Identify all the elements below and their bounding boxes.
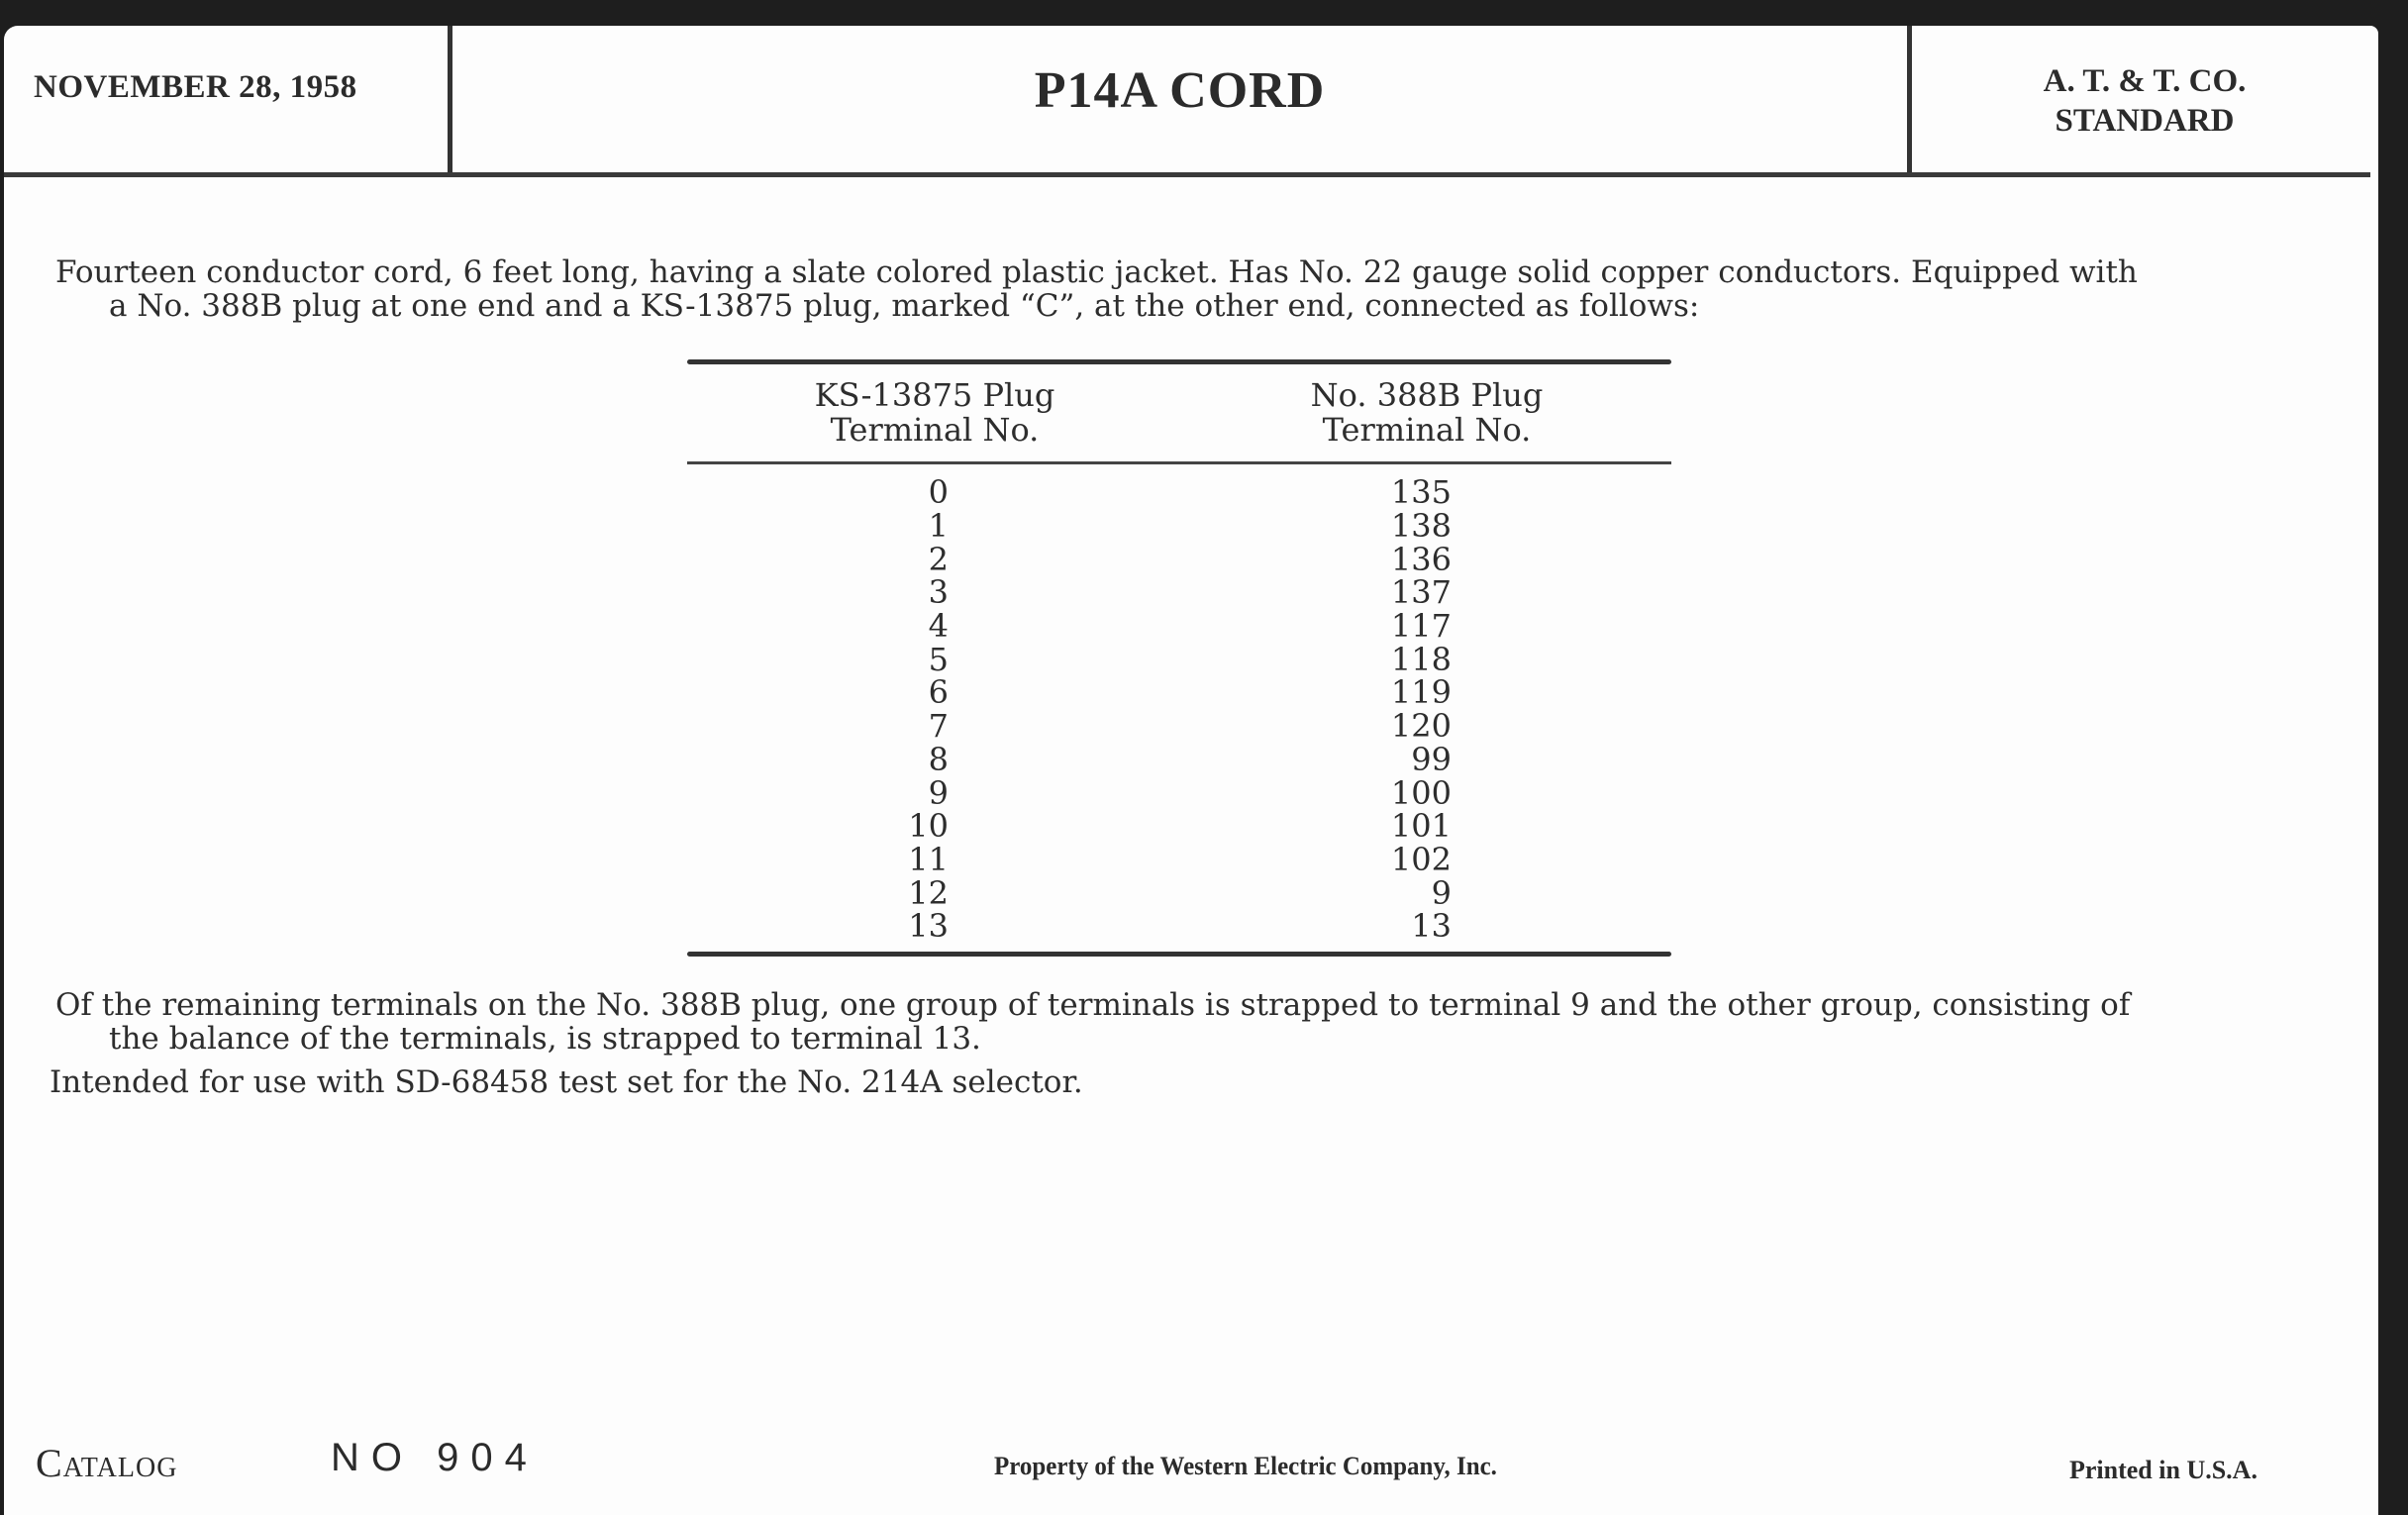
- 388b-terminal-cell: 99: [1411, 740, 1452, 778]
- ks13875-terminal-cell: 4: [928, 607, 949, 646]
- table-bottom-rule: [687, 952, 1671, 957]
- 388b-terminal-cell: 120: [1390, 707, 1452, 746]
- table-row: [687, 707, 1671, 746]
- ks13875-terminal-cell: 11: [908, 840, 949, 878]
- ks13875-terminal-cell: 8: [928, 740, 949, 778]
- 388b-terminal-cell: 136: [1390, 540, 1452, 578]
- ks13875-terminal-cell: 1: [928, 507, 949, 546]
- description-line-2: a No. 388B plug at one end and a KS-13875 plug, marked “C”, at the other end, connected as follows:: [109, 288, 1700, 324]
- page-title: P14A CORD: [1034, 62, 1326, 119]
- table-body: [687, 464, 1671, 952]
- table-row: [687, 573, 1671, 612]
- 388b-terminal-cell: 101: [1390, 807, 1452, 846]
- property-notice: Property of the Western Electric Company, Inc.: [994, 1452, 1497, 1480]
- 388b-terminal-cell: 100: [1390, 773, 1452, 812]
- standard-block: [1912, 61, 2377, 141]
- table-row: [687, 540, 1671, 578]
- column-header-ks13875: [687, 378, 1182, 448]
- ks13875-terminal-cell: 2: [928, 540, 949, 578]
- remaining-terminals-note: [55, 988, 2323, 1056]
- 388b-terminal-cell: 119: [1390, 673, 1452, 712]
- ks13875-terminal-cell: 6: [928, 673, 949, 712]
- ks13875-terminal-cell: 13: [908, 907, 949, 946]
- ks13875-terminal-cell: 0: [928, 473, 949, 512]
- table-row: [687, 473, 1671, 512]
- table-row: [687, 807, 1671, 846]
- 388b-terminal-cell: 117: [1390, 607, 1452, 646]
- header-rule: [4, 172, 2370, 177]
- catalog-number: NO 904: [331, 1436, 539, 1479]
- table-header-row: [687, 364, 1671, 461]
- catalog-label: Catalog: [36, 1441, 178, 1485]
- table-row: [687, 640, 1671, 678]
- column-header-line: Terminal No.: [1322, 411, 1532, 449]
- issue-date: NOVEMBER 28, 1958: [34, 69, 357, 105]
- note-line-1: Of the remaining terminals on the No. 388B plug, one group of terminals is strapped to terminal 9 and the other group, consisting of: [55, 987, 2131, 1023]
- table-row: [687, 773, 1671, 812]
- column-header-line: KS-13875 Plug: [814, 376, 1055, 414]
- table-row: [687, 673, 1671, 712]
- ks13875-terminal-cell: 9: [928, 773, 949, 812]
- column-header-388b: [1182, 378, 1671, 448]
- column-header-line: Terminal No.: [830, 411, 1040, 449]
- terminal-connection-table: [687, 359, 1671, 957]
- note-line-2: the balance of the terminals, is strapped to terminal 13.: [109, 1021, 981, 1057]
- intended-use-note: Intended for use with SD-68458 test set for the No. 214A selector.: [50, 1064, 1083, 1100]
- description-line-1: Fourteen conductor cord, 6 feet long, having a slate colored plastic jacket. Has No. 22 gauge solid copper conductors. Equipped with: [55, 254, 2138, 290]
- 388b-terminal-cell: 135: [1390, 473, 1452, 512]
- ks13875-terminal-cell: 12: [908, 873, 949, 912]
- ks13875-terminal-cell: 7: [928, 707, 949, 746]
- table-row: [687, 507, 1671, 546]
- 388b-terminal-cell: 13: [1411, 907, 1452, 946]
- 388b-terminal-cell: 102: [1390, 840, 1452, 878]
- description-paragraph: [55, 255, 2323, 323]
- ks13875-terminal-cell: 10: [908, 807, 949, 846]
- standard-label: STANDARD: [2055, 103, 2235, 139]
- table-row: [687, 840, 1671, 878]
- printed-in-notice: Printed in U.S.A.: [2069, 1456, 2258, 1484]
- 388b-terminal-cell: 138: [1390, 507, 1452, 546]
- table-row: [687, 873, 1671, 912]
- 388b-terminal-cell: 118: [1390, 640, 1452, 678]
- table-row: [687, 607, 1671, 646]
- column-header-line: No. 388B Plug: [1310, 376, 1544, 414]
- standard-company: A. T. & T. CO.: [2043, 63, 2247, 99]
- table-row: [687, 907, 1671, 946]
- 388b-terminal-cell: 9: [1431, 873, 1452, 912]
- ks13875-terminal-cell: 3: [928, 573, 949, 612]
- table-row: [687, 740, 1671, 778]
- 388b-terminal-cell: 137: [1390, 573, 1452, 612]
- ks13875-terminal-cell: 5: [928, 640, 949, 678]
- catalog-card: [4, 26, 2378, 1515]
